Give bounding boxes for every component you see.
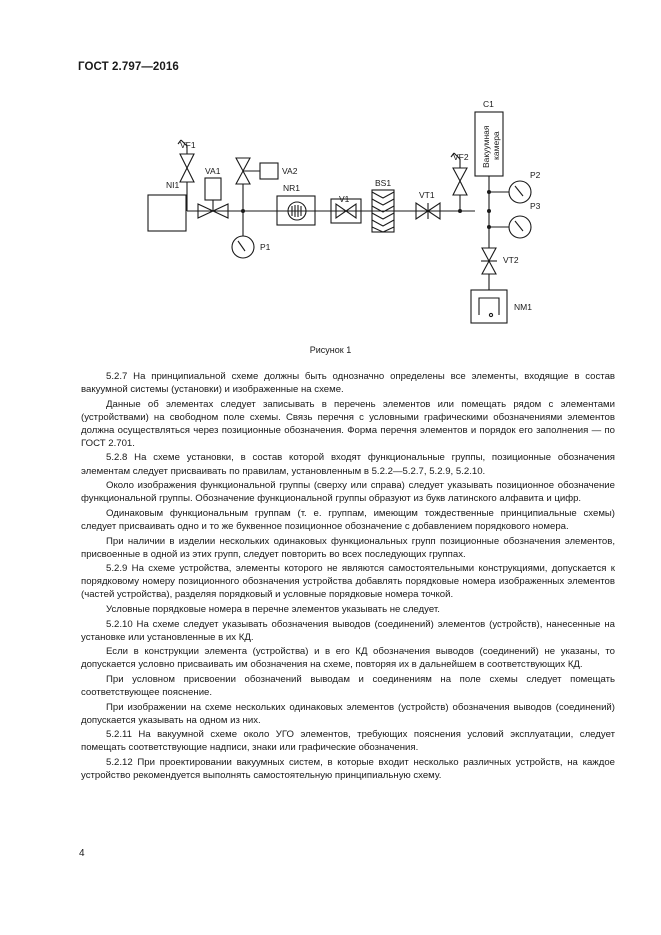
paragraph: Данные об элементах следует записывать в перечень элементов или помещать рядом с элементами (устройствами) на свободном поле схемы. Связь перечня с условными графическими обозначениями элементов должна осуществляться через позиционные обозначения. Форма перечня элементов и порядок его заполнения — по ГОСТ 2.701. [81,398,615,449]
figure-caption: Рисунок 1 [309,345,352,355]
label-va1: VA1 [205,166,221,176]
label-va2: VA2 [282,166,298,176]
label-v1: V1 [339,194,350,204]
paragraph: При изображении на схеме нескольких одинаковых элементов (устройств) обозначения выводов (соединений) допускается указывать на одном из них. [81,701,615,726]
label-nr1: NR1 [283,183,301,193]
page-number: 4 [79,848,85,859]
paragraph: 5.2.12 При проектировании вакуумных систем, в которые входит несколько различных устройств, на каждое устройство рекомендуется выполнять самостоятельную принципиальную схему. [81,757,615,782]
paragraph: При условном присвоении обозначений выводам и соединениям на поле схемы следует помещать соответствующее пояснение. [81,673,615,699]
label-vt2: VT2 [503,255,519,265]
paragraph: Около изображения функциональной группы (сверху или справа) следует указывать позиционное обозначение функциональной группы. Обозначение функциональной группы образуют из букв латинского алфавита и цифр. [81,480,615,505]
label-vf2: VF2 [453,152,469,162]
label-vf1: VF1 [180,140,196,150]
document-header: ГОСТ 2.797—2016 [78,61,179,73]
label-vt1: VT1 [419,190,435,200]
label-chamber-line1: Вакуумная [481,125,491,168]
vacuum-system-diagram [0,0,661,345]
label-p3: P3 [530,201,541,211]
label-p2: P2 [530,170,541,180]
paragraph: При наличии в изделии нескольких одинаковых функциональных групп позиционные обозначения элементов, присвоенные в одной из этих групп, следует повторить во всех последующих группах. [81,535,615,560]
label-nm1: NM1 [514,302,532,312]
paragraph: 5.2.11 На вакуумной схеме около УГО элементов, требующих пояснения условий эксплуатации, следует помещать соответствующие надписи, знаки или графические обозначения. [81,729,615,754]
paragraph: 5.2.10 На схеме следует указывать обозначения выводов (соединений) элементов (устройств), нанесенные на установке или установленные в их КД. [81,618,615,643]
label-ni1: NI1 [166,180,180,190]
paragraph: Одинаковым функциональным группам (т. е. группам, имеющим тождественные принципиальные схемы) следует присваивать одно и то же буквенное позиционное обозначение с добавлением порядкового номера. [81,507,615,532]
body-text [81,370,615,784]
label-chamber-line2: камера [491,131,501,160]
paragraph: Условные порядковые номера в перечне элементов указывать не следует. [106,603,440,615]
paragraph: 5.2.7 На принципиальной схеме должны быть однозначно определены все элементы, входящие в состав вакуумной системы (установки) и изображенные на схеме. [81,371,615,396]
paragraph: 5.2.8 На схеме установки, в состав которой входят функциональные группы, позиционные обозначения элементам следует присваивать по правилам, установленным в 5.2.2—5.2.7, 5.2.9, 5.2.10. [81,452,615,477]
label-bs1: BS1 [375,178,392,188]
paragraph: 5.2.9 На схеме устройства, элементы которого не являются самостоятельными конструкциями, допускается к порядковому номеру позиционного обозначения устройства добавлять порядковые номера изображенных элементов (частей устройства), разделяя порядковый и условные порядковые номера точкой. [81,563,615,601]
label-p1: P1 [260,242,271,252]
label-c1: C1 [483,99,494,109]
paragraph: Если в конструкции элемента (устройства) и в его КД обозначения выводов (соединений) не указаны, то допускается условно присваивать им обозначения на схеме, повторяя их в дальнейшем в соответствующих КД. [81,646,615,671]
